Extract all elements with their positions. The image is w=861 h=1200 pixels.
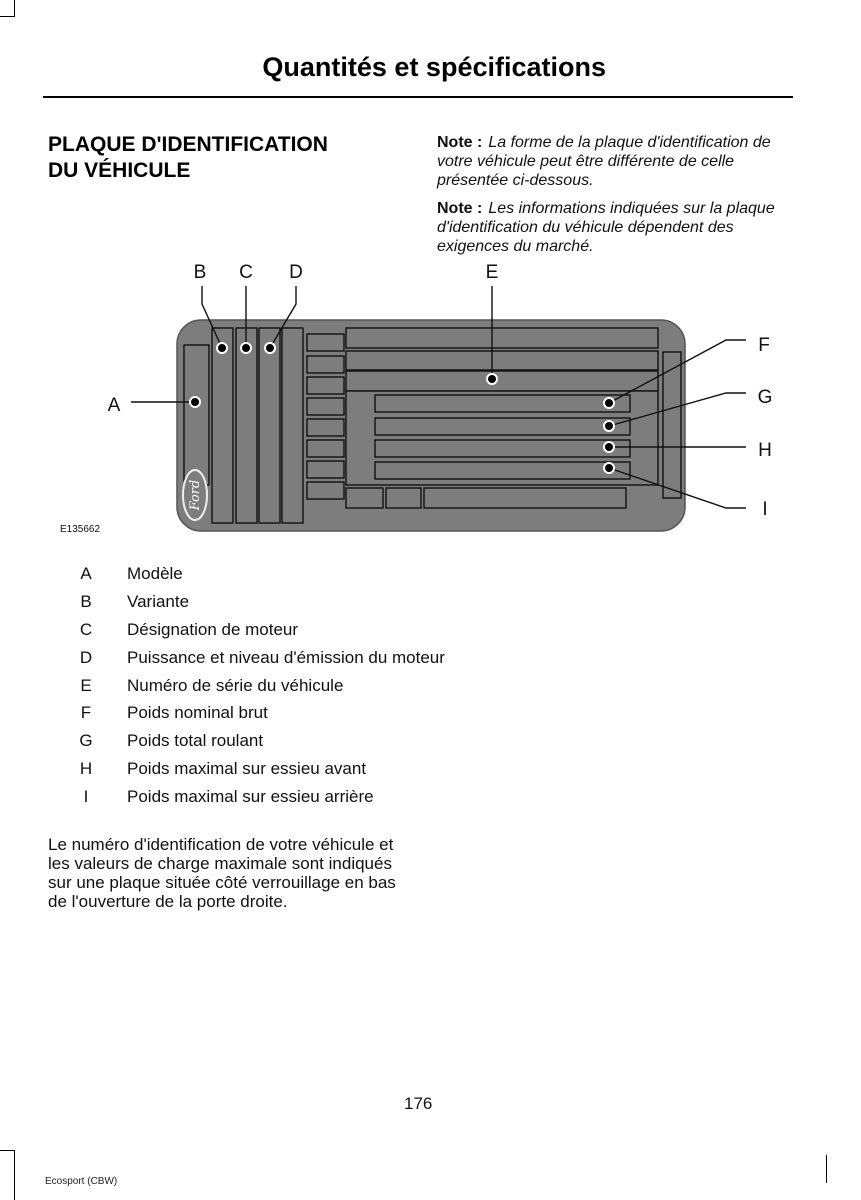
field-f — [375, 395, 630, 412]
field-e — [346, 371, 658, 391]
callout-label-f: F — [758, 335, 770, 356]
legend-letter: D — [79, 648, 93, 667]
callout-label-h: H — [758, 440, 772, 461]
callout-label-a: A — [107, 395, 121, 416]
page-header-title: Quantités et spécifications — [262, 52, 606, 82]
legend-description: Désignation de moteur — [127, 620, 299, 639]
legend-description: Variante — [127, 592, 190, 611]
field-i — [375, 462, 630, 479]
legend-letter: C — [79, 620, 93, 639]
field-side — [663, 352, 681, 498]
legend-description: Poids maximal sur essieu avant — [127, 759, 367, 778]
note-1 — [437, 133, 787, 190]
crop-mark — [14, 1150, 15, 1200]
body-paragraph: Le numéro d'identification de votre véhicule et les valeurs de charge maximale sont indiqués sur une plaque située côté verrouillage en bas de l'ouverture de la porte droite. — [48, 835, 396, 911]
vehicle-identification-plate-diagram — [0, 250, 861, 550]
note-text: Les informations indiquées sur la plaque d'identification du véhicule dépendent des exigences du marché. — [437, 200, 775, 255]
header-rule — [43, 96, 793, 98]
legend-description: Poids total roulant — [127, 731, 264, 750]
note-label: Note : — [437, 134, 483, 151]
crop-mark — [14, 0, 15, 16]
field-blank — [282, 328, 303, 523]
legend-description: Poids nominal brut — [127, 703, 268, 722]
note-label: Note : — [437, 200, 483, 217]
page-number: 176 — [404, 1094, 433, 1113]
legend-letter: E — [80, 676, 92, 695]
field-g — [375, 418, 630, 435]
field-a — [184, 345, 209, 485]
section-title-line-2: DU VÉHICULE — [48, 159, 191, 182]
callout-label-b: B — [193, 262, 207, 283]
callout-label-g: G — [757, 387, 773, 408]
legend-description: Poids maximal sur essieu arrière — [127, 787, 374, 806]
legend-letter: F — [80, 703, 92, 722]
note-2 — [437, 199, 787, 256]
crop-mark — [826, 1155, 827, 1183]
legend-description: Puissance et niveau d'émission du moteur — [127, 648, 445, 667]
ford-logo-text: Ford — [188, 479, 203, 511]
legend-description: Modèle — [127, 564, 183, 583]
legend-letter: I — [83, 787, 89, 806]
ford-logo — [183, 470, 207, 520]
callout-label-c: C — [239, 262, 253, 283]
crop-mark — [0, 16, 15, 17]
legend-letter: G — [79, 731, 93, 750]
callout-label-e: E — [485, 262, 499, 283]
legend-description: Numéro de série du véhicule — [127, 676, 344, 695]
field-c — [236, 328, 257, 523]
field-h — [375, 440, 630, 457]
field-header-row — [346, 328, 658, 348]
callout-label-i: I — [762, 499, 768, 520]
section-title-line-1: PLAQUE D'IDENTIFICATION — [48, 133, 328, 156]
section-title — [48, 132, 408, 184]
callout-label-d: D — [289, 262, 303, 283]
legend-letter: B — [80, 592, 92, 611]
figure-code: E135662 — [60, 524, 101, 535]
legend-letter: A — [80, 564, 92, 583]
note-text: La forme de la plaque d'identification de votre véhicule peut être différente de celle présentée ci-dessous. — [437, 134, 771, 189]
footer-model-label: Ecosport (CBW) — [45, 1176, 118, 1187]
field-b — [212, 328, 233, 523]
crop-mark — [0, 1150, 15, 1151]
legend-letter: H — [79, 759, 93, 778]
field-d — [259, 328, 280, 523]
